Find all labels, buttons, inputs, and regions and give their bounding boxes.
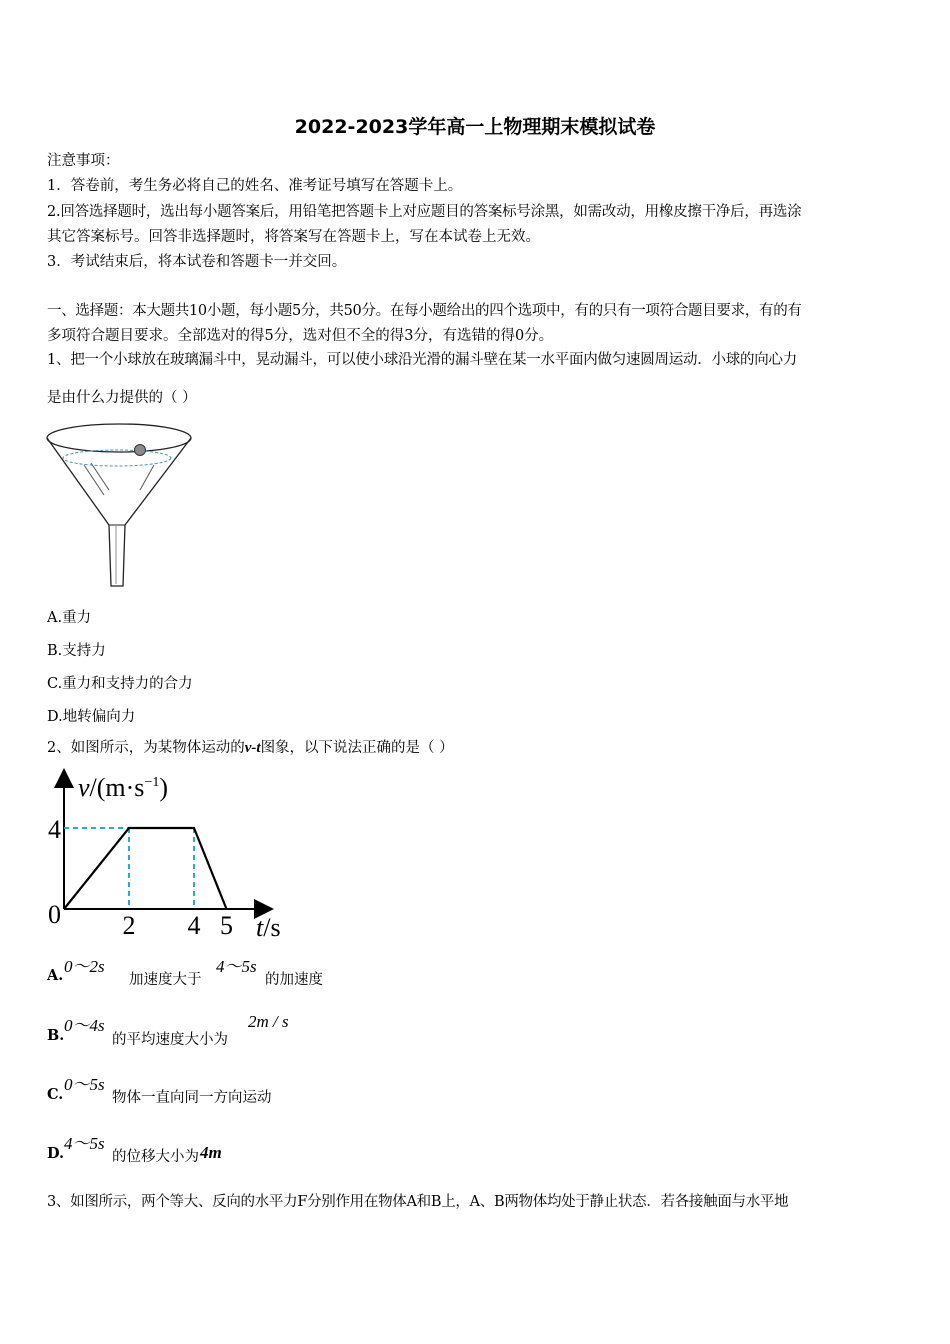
q1-option-a[interactable]: A.重力 xyxy=(47,610,92,626)
velocity-series-line xyxy=(64,828,227,909)
question-2-stem xyxy=(47,738,454,758)
y-axis-label: $v/(m\cdot s^{-1})$ xyxy=(78,773,169,802)
q1-option-c[interactable]: C.重力和支持力的合力 xyxy=(47,676,193,692)
notice-item-3: 3．考试结束后，将本试卷和答题卡一并交回。 xyxy=(47,254,347,270)
x-tick-label: 2 xyxy=(122,911,136,940)
y-tick-label: 4 xyxy=(48,815,61,844)
q2-stem-part-b: 图象，以下说法正确的是（ ） xyxy=(260,740,454,756)
notice-item-2: 2.回答选择题时，选出每小题答案后，用铅笔把答题卡上对应题目的答案标号涂黑，如需改动，用橡皮擦干净后，再选涂 xyxy=(47,204,802,220)
origin-label: 0 xyxy=(48,900,61,929)
guide-lines xyxy=(64,828,194,909)
q2-stem-vt: v-t xyxy=(244,740,261,756)
page-title: 2022-2023学年高一上物理期末模拟试卷 xyxy=(294,116,656,138)
funnel-figure xyxy=(44,420,194,590)
section-instructions-2: 多项符合题目要求。全部选对的得5分，选对但不全的得3分，有选错的得0分。 xyxy=(47,328,554,344)
question-1-stem-cont: 是由什么力提供的（ ） xyxy=(47,390,197,406)
question-3-stem: 3、如图所示，两个等大、反向的水平力F分别作用在物体A和B上，A、B两物体均处于静止状态．若各接触面与水平地 xyxy=(47,1194,789,1210)
q1-option-d[interactable]: D.地转偏向力 xyxy=(47,709,136,725)
section-instructions-1: 一、选择题：本大题共10小题，每小题5分，共50分。在每小题给出的四个选项中，有的只有一项符合题目要求，有的有 xyxy=(47,303,802,319)
x-tick-label: 4 xyxy=(187,911,201,940)
x-axis-label: t/s xyxy=(256,913,281,942)
notice-item-2-cont: 其它答案标号。回答非选择题时，将答案写在答题卡上，写在本试卷上无效。 xyxy=(47,229,540,245)
x-tick-label: 5 xyxy=(220,911,233,940)
q2-stem-part-a: 2、如图所示，为某物体运动的 xyxy=(47,740,245,756)
ball-icon xyxy=(135,445,146,456)
notice-item-1: 1．答卷前，考生务必将自己的姓名、准考证号填写在答题卡上。 xyxy=(47,178,463,194)
q1-option-b[interactable]: B.支持力 xyxy=(47,643,106,659)
vt-graph xyxy=(40,766,300,946)
notice-heading: 注意事项： xyxy=(47,153,120,169)
question-1-stem: 1、把一个小球放在玻璃漏斗中，晃动漏斗，可以使小球沿光滑的漏斗壁在某一水平面内做匀速圆周运动．小球的向心力 xyxy=(47,352,797,368)
